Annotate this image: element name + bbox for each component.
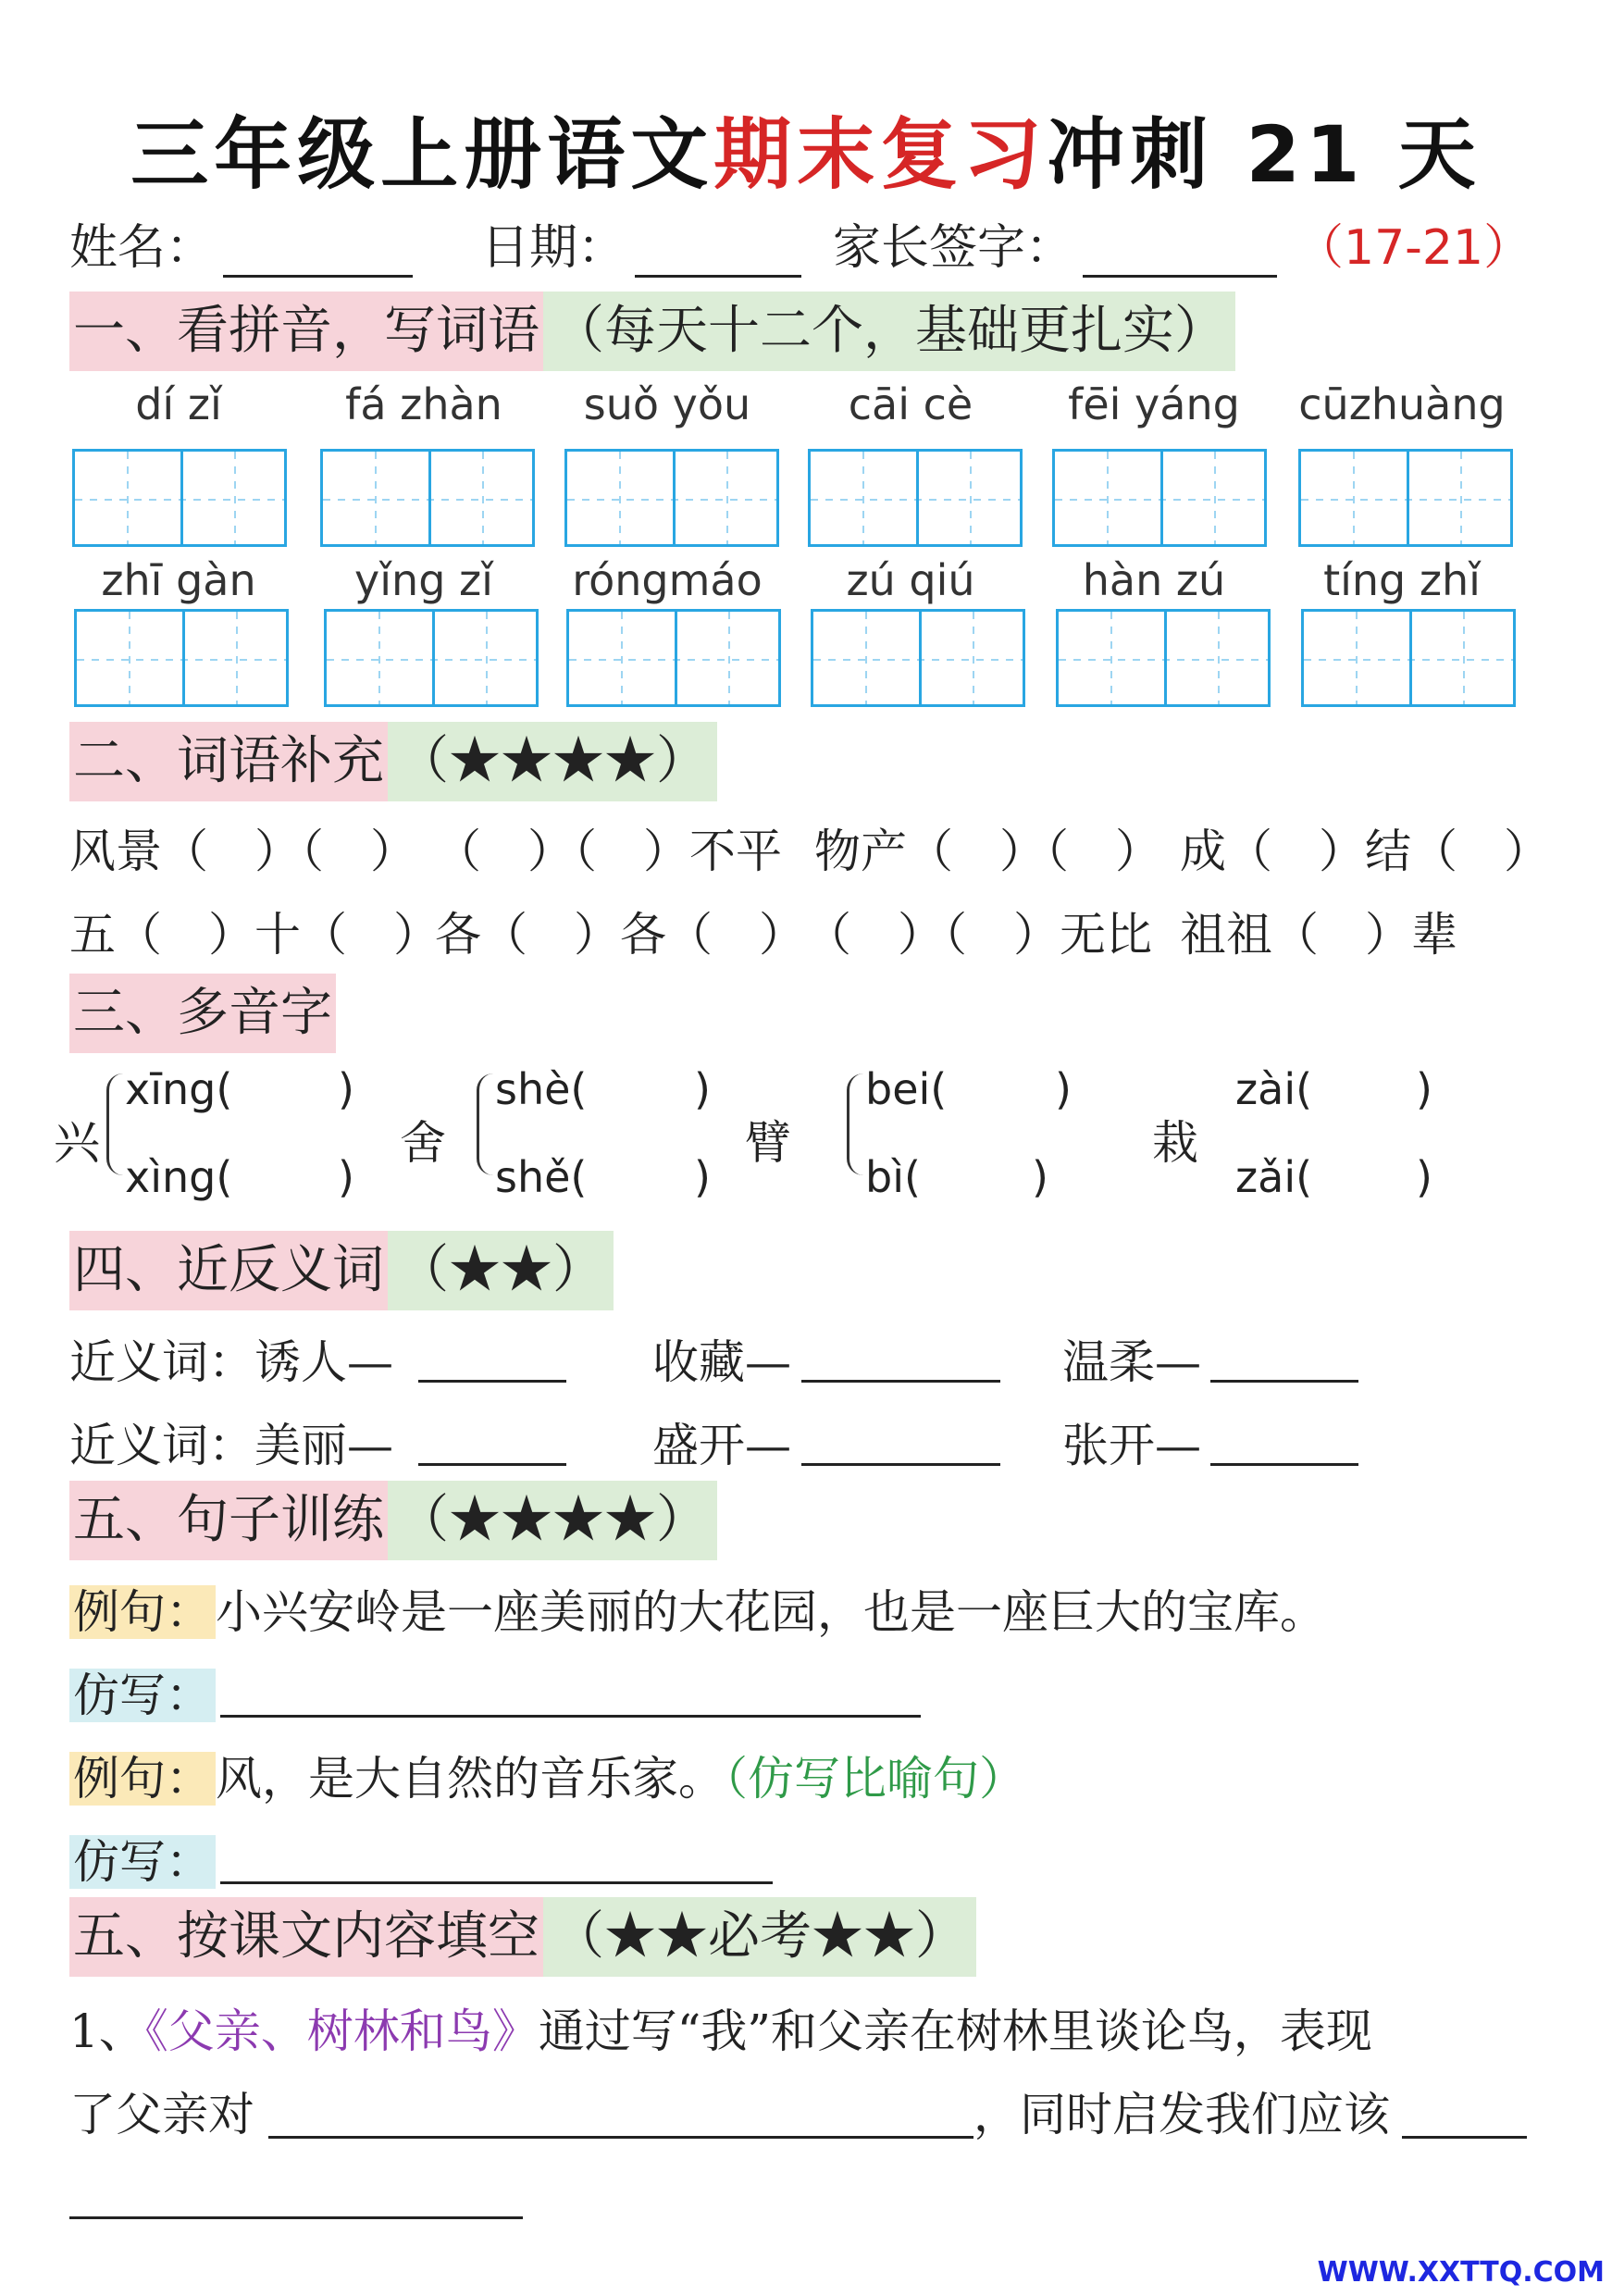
writing-grid[interactable]: [320, 449, 535, 547]
title-part3: 冲刺 21 天: [1047, 109, 1482, 200]
writing-grid[interactable]: [1298, 449, 1513, 547]
close-paren: ): [1416, 1152, 1432, 1202]
polyphone-reading[interactable]: bei(: [865, 1064, 948, 1114]
polyphone-reading[interactable]: shè(: [495, 1064, 588, 1114]
section-1-note: （每天十二个，基础更扎实）: [543, 292, 1235, 371]
page-title: [0, 93, 1612, 205]
section-4-header: [69, 1231, 614, 1310]
pinyin-label: yǐng zǐ: [354, 555, 493, 605]
answer-blank[interactable]: [1210, 1460, 1358, 1466]
pinyin-label: cāi cè: [848, 379, 973, 429]
date-blank[interactable]: [635, 227, 801, 278]
name-label: 姓名：: [69, 220, 215, 276]
section-5-stars: （★★★★）: [388, 1481, 717, 1560]
day-range: （17-21）: [1296, 220, 1532, 276]
answer-blank[interactable]: [418, 1377, 566, 1383]
writing-grid[interactable]: [1056, 609, 1271, 707]
brace-icon: [847, 1074, 866, 1175]
section-6-header: [69, 1897, 976, 1977]
section-5-header: [69, 1481, 717, 1560]
answer-blank[interactable]: [801, 1460, 1000, 1466]
pinyin-label: tíng zhǐ: [1323, 555, 1481, 605]
polyphone-char: 臂: [745, 1116, 791, 1170]
fill-item[interactable]: （ ）（ ）不平: [435, 825, 782, 878]
example-text: 风，是大自然的音乐家。: [216, 1752, 725, 1806]
pinyin-label: cūzhuàng: [1298, 379, 1506, 429]
polyphone-char: 栽: [1152, 1116, 1198, 1170]
imitation-label: 仿写：: [69, 1669, 216, 1722]
answer-blank[interactable]: [1210, 1377, 1358, 1383]
close-paren: ): [1416, 1064, 1432, 1114]
brace-icon: [477, 1074, 496, 1175]
answer-blank[interactable]: [1402, 2133, 1527, 2139]
writing-grid[interactable]: [1052, 449, 1267, 547]
answer-blank[interactable]: [801, 1377, 1000, 1383]
lesson-title: 《父亲、树林和鸟》: [144, 2004, 539, 2058]
fill-item[interactable]: 成（ ）结（ ）: [1180, 825, 1550, 878]
pinyin-label: suǒ yǒu: [583, 379, 751, 429]
example-sentence-1: [69, 1575, 1326, 1642]
pinyin-label: zú qiú: [846, 555, 975, 605]
pinyin-label: róngmáo: [572, 555, 763, 605]
synonym-prompt: 盛开—: [652, 1419, 791, 1472]
example-text: 小兴安岭是一座美丽的大花园，也是一座巨大的宝库。: [216, 1585, 1326, 1639]
section-4-stars: （★★）: [388, 1231, 614, 1310]
writing-grid[interactable]: [72, 449, 287, 547]
writing-grid[interactable]: [324, 609, 539, 707]
brace-icon: [106, 1074, 126, 1175]
synonym-prompt: 近义词：美丽—: [69, 1419, 393, 1472]
section-5-title: 五、句子训练: [69, 1481, 388, 1560]
writing-grid[interactable]: [566, 609, 781, 707]
fill-item[interactable]: 祖祖（ ）辈: [1180, 908, 1457, 962]
polyphone-reading[interactable]: zǎi(: [1235, 1152, 1313, 1202]
close-paren: ): [1032, 1152, 1048, 1202]
question-text: 了父亲对: [69, 2088, 254, 2141]
imitation-row-1: [69, 1658, 216, 1725]
section-1-header: [69, 292, 1235, 371]
question-number: 1、: [69, 2004, 145, 2058]
synonym-prompt: 张开—: [1062, 1419, 1201, 1472]
writing-grid[interactable]: [564, 449, 779, 547]
polyphone-reading[interactable]: xīng(: [125, 1064, 233, 1114]
date-field[interactable]: [481, 208, 801, 282]
fill-item[interactable]: 五（ ）十（ ）: [69, 908, 440, 962]
pinyin-label: fēi yáng: [1068, 379, 1240, 429]
writing-grid[interactable]: [811, 609, 1025, 707]
close-paren: ): [694, 1152, 711, 1202]
writing-grid[interactable]: [808, 449, 1023, 547]
date-label: 日期：: [481, 220, 626, 276]
pinyin-label: dí zǐ: [135, 379, 222, 429]
parent-sign-blank[interactable]: [1083, 227, 1277, 278]
polyphone-reading[interactable]: shě(: [495, 1152, 588, 1202]
close-paren: ): [1055, 1064, 1072, 1114]
question-1-line-1: [69, 1994, 1372, 2061]
answer-blank[interactable]: [69, 2214, 523, 2219]
title-highlight: 期末复习: [713, 109, 1048, 200]
writing-grid[interactable]: [74, 609, 289, 707]
polyphone-char: 兴: [54, 1116, 100, 1170]
question-text: 通过写“我”和父亲在树林里谈论鸟，表现: [538, 2004, 1372, 2058]
example-label: 例句：: [69, 1752, 216, 1806]
answer-blank[interactable]: [268, 2133, 973, 2139]
question-text: ，同时启发我们应该: [973, 2088, 1390, 2141]
section-3-title: 三、多音字: [69, 974, 336, 1053]
imitation-blank[interactable]: [220, 1712, 921, 1718]
imitation-row-2: [69, 1825, 216, 1892]
close-paren: ): [694, 1064, 711, 1114]
fill-item[interactable]: 各（ ）各（ ）: [435, 908, 805, 962]
close-paren: ): [338, 1064, 354, 1114]
section-6-title: 五、按课文内容填空: [69, 1897, 543, 1977]
synonym-prompt: 近义词：诱人—: [69, 1335, 393, 1389]
imitation-label: 仿写：: [69, 1835, 216, 1889]
synonym-prompt: 收藏—: [652, 1335, 791, 1389]
imitation-blank[interactable]: [220, 1879, 773, 1884]
section-2-title: 二、词语补充: [69, 722, 388, 801]
close-paren: ): [338, 1152, 354, 1202]
answer-blank[interactable]: [418, 1460, 566, 1466]
section-1-title: 一、看拼音，写词语: [69, 292, 543, 371]
example-label: 例句：: [69, 1585, 216, 1639]
section-4-title: 四、近反义词: [69, 1231, 388, 1310]
section-2-stars: （★★★★）: [388, 722, 717, 801]
name-blank[interactable]: [223, 227, 413, 278]
fill-item[interactable]: 物产（ ）（ ）: [814, 825, 1161, 878]
site-watermark: WWW.XXTTQ.COM: [1317, 2256, 1605, 2289]
synonym-prompt: 温柔—: [1062, 1335, 1201, 1389]
parent-sign-label: 家长签字：: [833, 220, 1074, 276]
pinyin-label: hàn zú: [1082, 555, 1226, 605]
fill-item[interactable]: 风景（ ）（ ）: [69, 825, 416, 878]
fill-item[interactable]: （ ）（ ）无比: [805, 908, 1152, 962]
pinyin-label: fá zhàn: [345, 379, 502, 429]
section-6-stars: （★★必考★★）: [543, 1897, 976, 1977]
title-part1: 三年级上册语文: [130, 109, 714, 200]
parent-sign-field[interactable]: [833, 208, 1277, 282]
polyphone-char: 舍: [400, 1116, 446, 1170]
pinyin-label: zhī gàn: [101, 555, 256, 605]
section-2-header: [69, 722, 717, 801]
polyphone-reading[interactable]: xìng(: [125, 1152, 233, 1202]
writing-grid[interactable]: [1301, 609, 1516, 707]
name-field[interactable]: [69, 208, 413, 282]
example-note: （仿写比喻句）: [725, 1752, 1025, 1806]
example-sentence-2: [69, 1742, 1025, 1808]
polyphone-reading[interactable]: zài(: [1235, 1064, 1313, 1114]
section-3-header: [69, 974, 336, 1053]
polyphone-reading[interactable]: bì(: [865, 1152, 921, 1202]
